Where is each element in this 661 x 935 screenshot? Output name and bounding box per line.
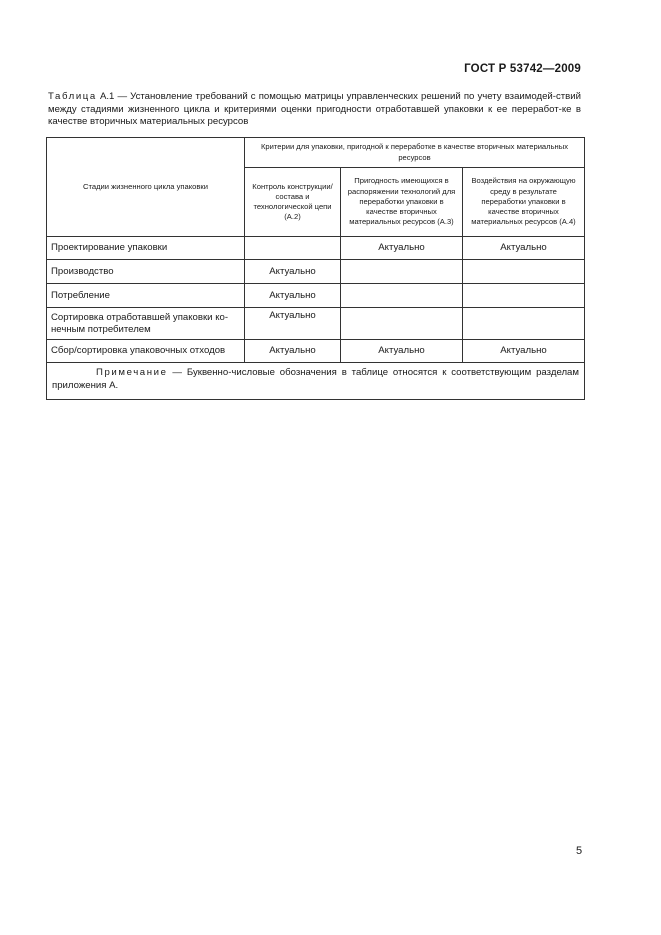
table-row (47, 260, 585, 284)
criteria-header-a3: Пригодность имеющихся в распоряжении технологий для переработки упаковки в качестве вторичных материальных ресурсов (А.3) (341, 168, 463, 237)
stage-cell: Сбор/сортировка упаковочных отходов (47, 340, 245, 363)
table-row (47, 284, 585, 308)
value-cell (463, 308, 585, 340)
table-row (47, 308, 585, 340)
document-code: ГОСТ Р 53742—2009 (464, 63, 581, 75)
table-header-row (47, 138, 585, 168)
table-note-label: Примечание (96, 367, 168, 378)
table-note-text: — Буквенно-числовые обозначения в таблице относятся к соответствующим разделам приложения А. (52, 367, 579, 391)
decision-matrix-table (46, 137, 585, 400)
stage-column-header: Стадии жизненного цикла упаковки (47, 138, 245, 237)
value-cell (463, 260, 585, 284)
table-caption-text: А.1 — Установление требований с помощью матрицы управленческих решений по учету взаимодей-ствий между стадиями жизненного цикла и критериями оценки пригодности отработавшей упаковки к ее переработ-ке в качестве вторичных материальных ресурсов (48, 91, 581, 127)
value-cell (245, 237, 341, 260)
value-cell: Актуально (341, 237, 463, 260)
value-cell (341, 308, 463, 340)
stage-cell: Проектирование упаковки (47, 237, 245, 260)
table-caption (48, 91, 581, 129)
table-caption-label: Таблица (48, 91, 97, 102)
stage-cell: Потребление (47, 284, 245, 308)
criteria-header-a2: Контроль конструкции/состава и технологической цепи (А.2) (245, 168, 341, 237)
value-cell: Актуально (245, 284, 341, 308)
table-note-row (47, 363, 585, 400)
criteria-group-header: Критерии для упаковки, пригодной к переработке в качестве вторичных материальных ресурсов (245, 138, 585, 168)
value-cell: Актуально (463, 340, 585, 363)
table-note (47, 363, 585, 400)
value-cell (463, 284, 585, 308)
criteria-header-a4: Воздействия на окружающую среду в результате переработки упаковки в качестве вторичных материальных ресурсов (А.4) (463, 168, 585, 237)
value-cell: Актуально (245, 308, 341, 340)
value-cell: Актуально (463, 237, 585, 260)
stage-cell: Сортировка отработавшей упаковки ко-нечным потребителем (47, 308, 245, 340)
value-cell: Актуально (341, 340, 463, 363)
value-cell (341, 260, 463, 284)
value-cell: Актуально (245, 340, 341, 363)
value-cell: Актуально (245, 260, 341, 284)
value-cell (341, 284, 463, 308)
table-row (47, 340, 585, 363)
table-row (47, 237, 585, 260)
page-number: 5 (576, 845, 583, 857)
stage-cell: Производство (47, 260, 245, 284)
